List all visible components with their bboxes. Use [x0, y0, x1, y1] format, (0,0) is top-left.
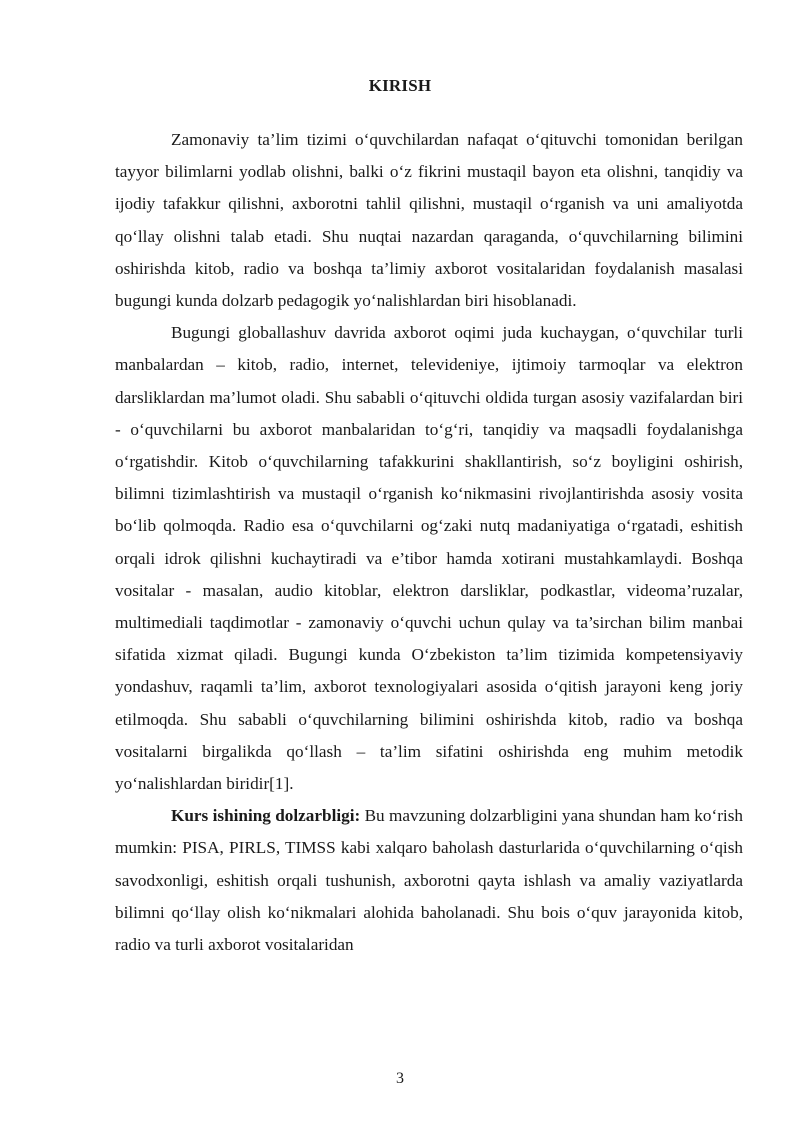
paragraph-text: Zamonaviy ta’lim tizimi o‘quvchilardan nafaqat o‘qituvchi tomonidan berilgan tayyor bilimlarni yodlab olishni, balki o‘z fikrini mustaqil bayon eta olishni, tanqidiy va ijodiy tafakkur qilishni, axborotni tahlil qilishni, mustaqil o‘rganish va uni amaliyotda qo‘llay olishni talab etadi. Shu nuqtai nazardan qaraganda, o‘quvchilarning bilimini oshirishda kitob, radio va boshqa ta’limiy axborot vositalaridan foydalanish masalasi bugungi kunda dolzarb pedagogik yo‘nalishlardan biri hisoblanadi. — [115, 130, 743, 311]
page-number: 3 — [396, 1070, 404, 1087]
paragraph-text: Bugungi globallashuv davrida axborot oqimi juda kuchaygan, o‘quvchilar turli manbalardan – kitob, radio, internet, televideniye, ijtimoiy tarmoqlar va elektron darsliklardan ma’lumot oladi. Shu sababli o‘qituvchi oldida turgan asosiy vazifalardan biri - o‘quvchilarni bu axborot manbalaridan to‘g‘ri, tanqidiy va maqsadli foydalanishga o‘rgatishdir. Kitob o‘quvchilarning tafakkurini shakllantirish, so‘z boyligini oshirish, bilimni tizimlashtirish va mustaqil o‘rganish ko‘nikmasini rivojlantirishda asosiy vosita bo‘lib qolmoqda. Radio esa o‘quvchilarni og‘zaki nutq madaniyatiga o‘rgatadi, eshitish orqali idrok qilishni kuchaytiradi va e’tibor hamda xotirani mustahkamlaydi. Boshqa vositalar - masalan, audio kitoblar, elektron darsliklar, podkastlar, videoma’ruzalar, multimediali taqdimotlar - zamonaviy o‘quvchi uchun qulay va ta’sirchan bilim manbai sifatida xizmat qiladi. Bugungi kunda O‘zbekiston ta’lim tizimida kompetensiyaviy yondashuv, raqamli ta’lim, axborot texnologiyalari asosida o‘qitish jarayoni keng joriy etilmoqda. Shu sababli o‘quvchilarning bilimini oshirishda kitob, radio va boshqa vositalarni birgalikda qo‘llash – ta’lim sifatini oshirishda eng muhim metodik yo‘nalishlardan biridir[1]. — [115, 323, 743, 794]
paragraph-lead: Kurs ishining dolzarbligi: — [171, 806, 361, 826]
section-heading: KIRISH — [368, 76, 432, 95]
paragraph-relevance — [115, 800, 743, 961]
body-text — [115, 124, 743, 961]
paragraph-text: Bu mavzuning dolzarbligini yana shundan ham ko‘rish mumkin: PISA, PIRLS, TIMSS kabi xalqaro baholash dasturlarida o‘quvchilarning o‘qish savodxonligi, eshitish orqali tushunish, axborotni qayta ishlash va amaliy vaziyatlarda bilimni qo‘llay olish ko‘nikmalari alohida baholanadi. Shu bois o‘quv jarayonida kitob, radio va turli axborot vositalaridan — [115, 806, 743, 955]
paragraph-intro — [115, 124, 743, 317]
paragraph-globalization — [115, 317, 743, 800]
